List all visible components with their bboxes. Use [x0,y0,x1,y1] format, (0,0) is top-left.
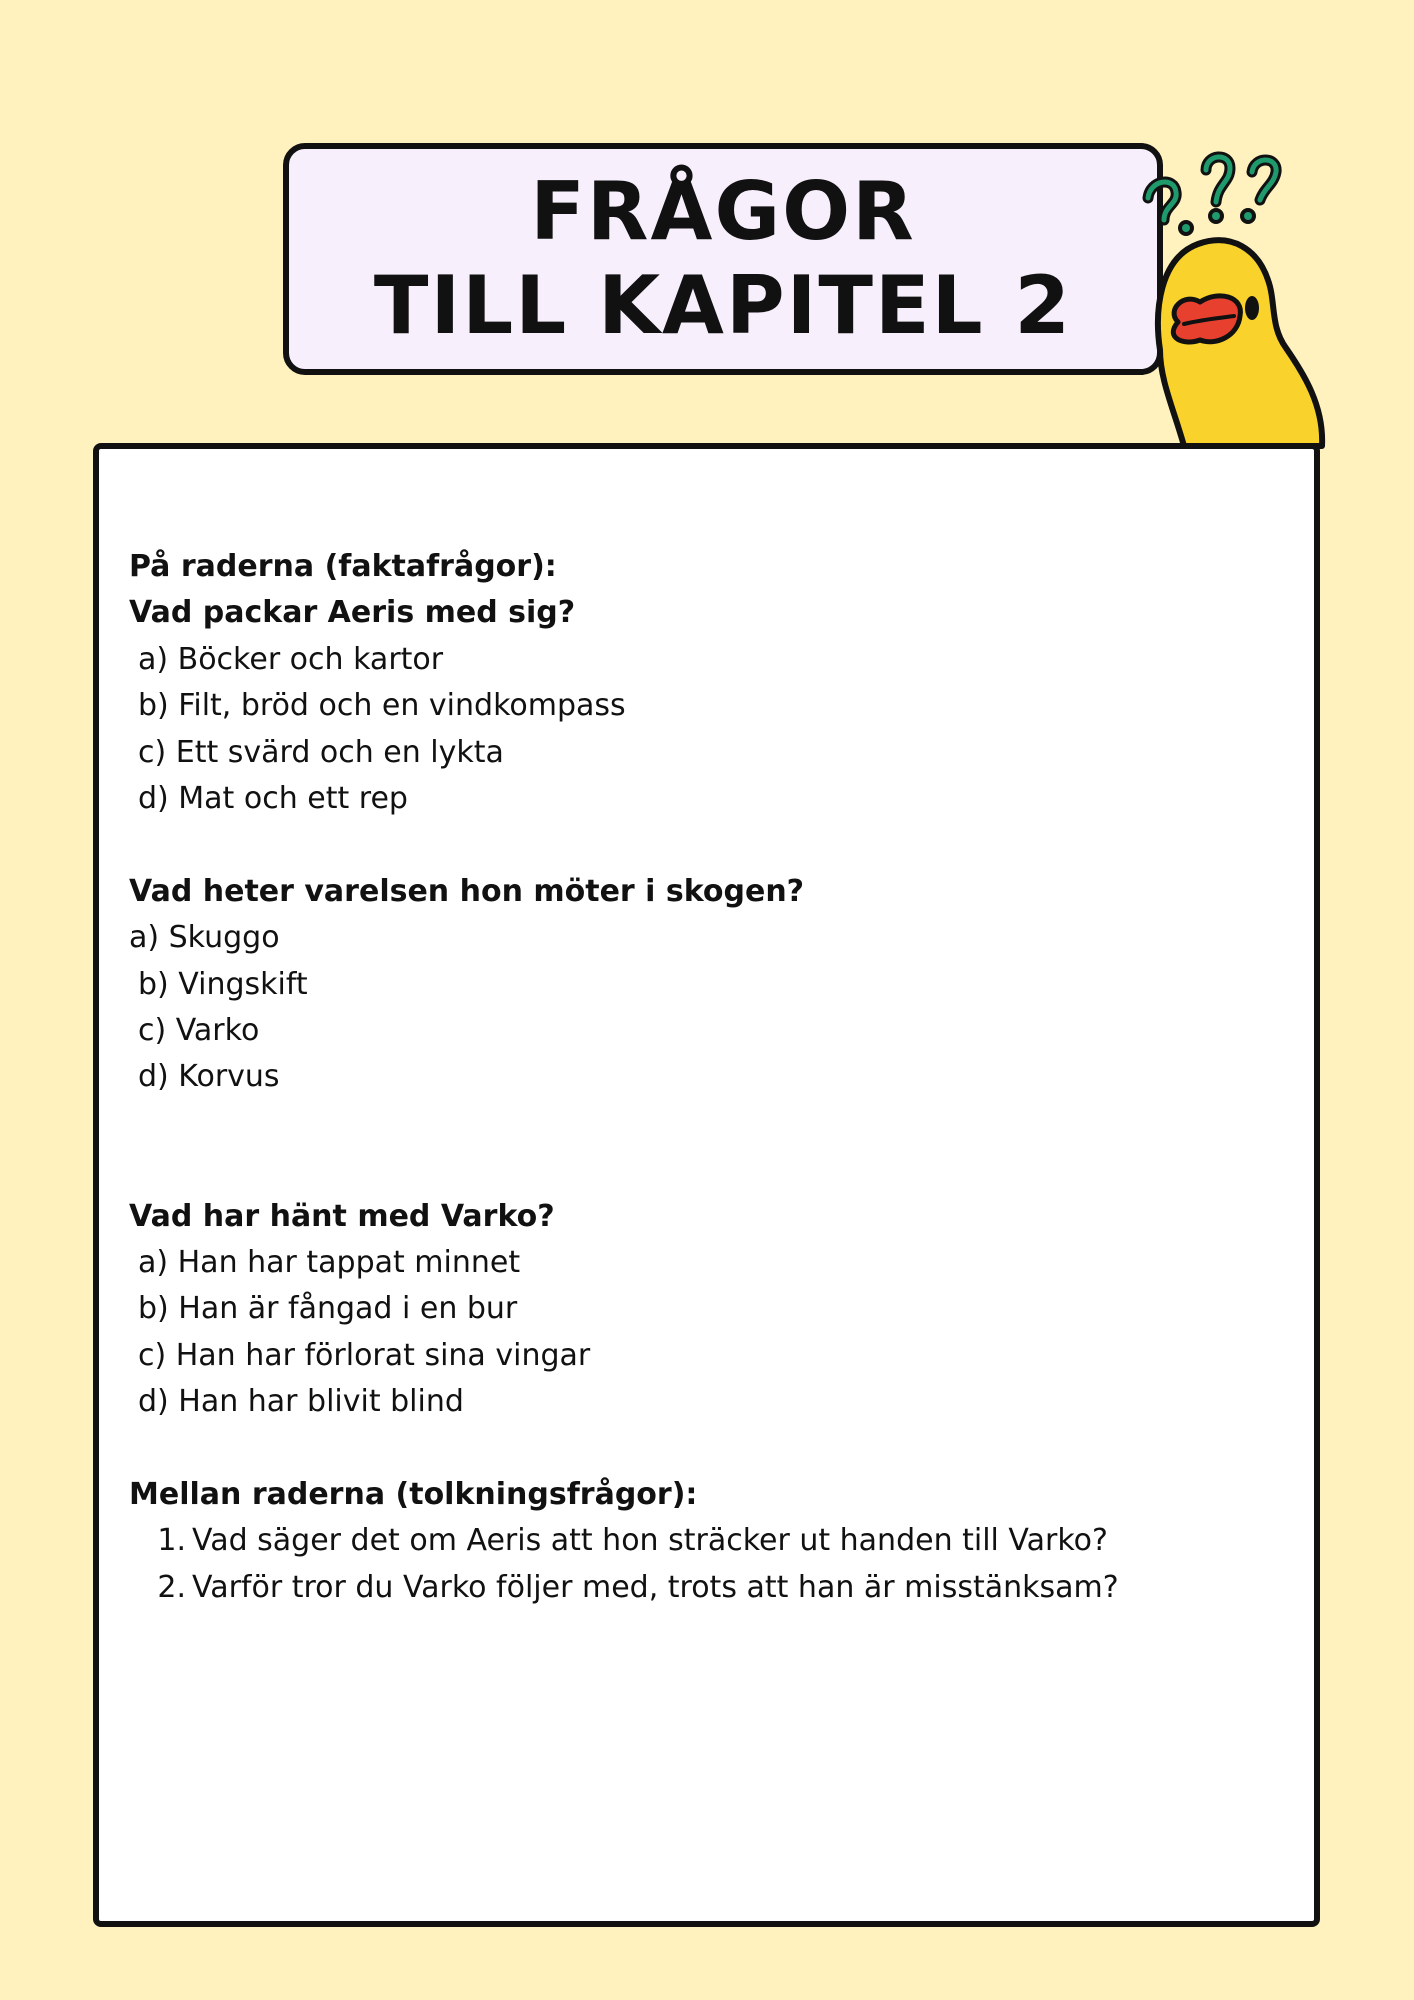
question-3-option-c: c) Han har förlorat sina vingar [138,1337,591,1373]
question-2-option-c: c) Varko [138,1013,260,1049]
question-3: Vad har hänt med Varko? [129,1198,555,1234]
question-2-option-a: a) Skuggo [129,920,280,956]
title-line-1: FRÅGOR [530,165,916,258]
list-number: 1. [157,1523,186,1559]
duck-mascot-icon [1140,140,1350,450]
title-line-2: TILL KAPITEL 2 [373,259,1073,352]
interpretation-question-text: Varför tror du Varko följer med, trots att han är misstänksam? [192,1569,1119,1605]
duck-eye [1245,296,1259,320]
list-number: 2. [157,1569,186,1605]
question-3-option-d: d) Han har blivit blind [138,1384,464,1420]
fact-questions-heading: På raderna (faktafrågor): [129,549,557,584]
question-dots [1180,210,1254,234]
interpretation-question-1 [129,1518,1284,1564]
question-1: Vad packar Aeris med sig? [129,595,576,631]
question-1-option-d: d) Mat och ett rep [138,781,408,817]
interpretation-question-2 [129,1565,1284,1611]
question-3-option-a: a) Han har tappat minnet [138,1245,521,1281]
interpretation-questions-heading: Mellan raderna (tolkningsfrågor): [129,1477,698,1513]
interpretation-question-text: Vad säger det om Aeris att hon sträcker ut handen till Varko? [192,1523,1108,1559]
question-2: Vad heter varelsen hon möter i skogen? [129,873,805,909]
question-3-option-b: b) Han är fångad i en bur [138,1291,518,1327]
question-1-option-c: c) Ett svärd och en lykta [138,734,504,770]
question-2-option-b: b) Vingskift [138,966,308,1002]
questions-content [129,544,1284,1611]
question-2-option-d: d) Korvus [138,1059,280,1095]
question-1-option-a: a) Böcker och kartor [138,641,444,677]
questions-card [93,443,1320,1927]
title-banner [283,143,1163,375]
question-1-option-b: b) Filt, bröd och en vindkompass [138,688,626,724]
